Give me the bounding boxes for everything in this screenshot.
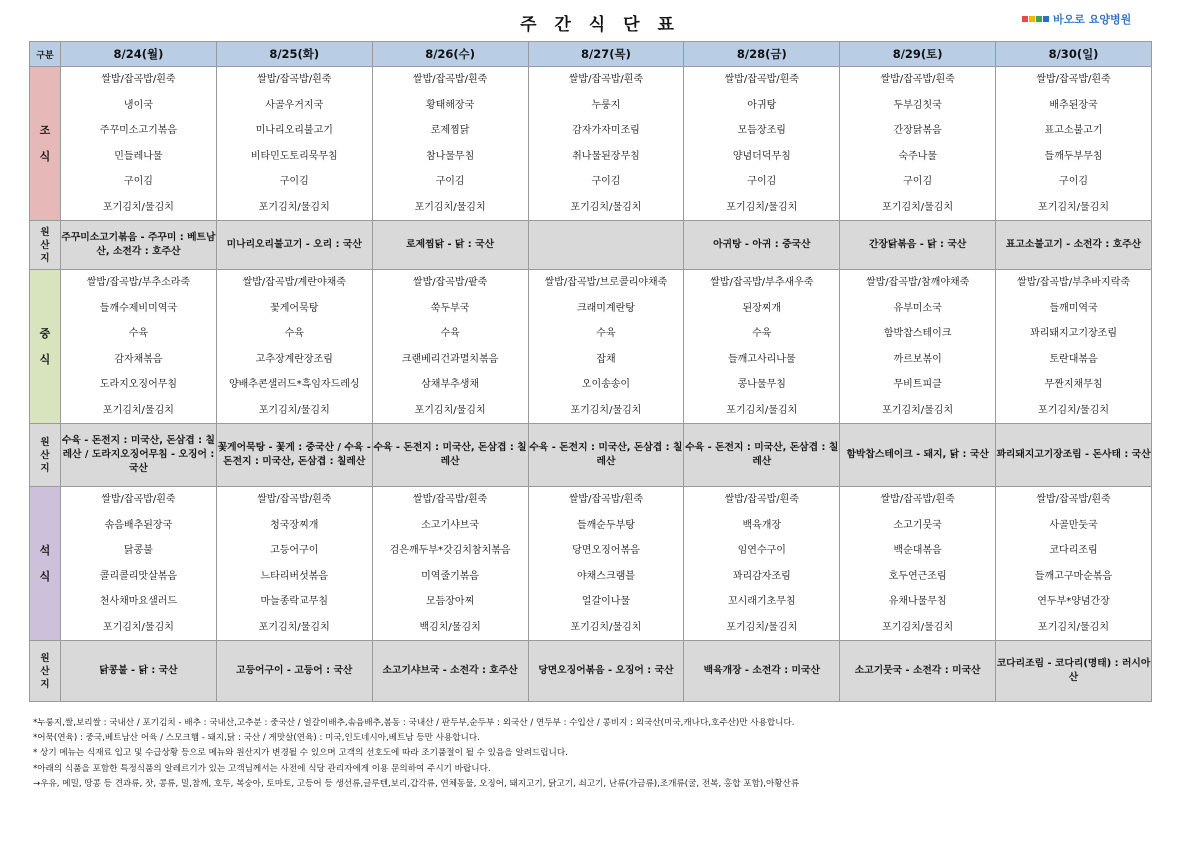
- menu-item: 황태해장국: [425, 99, 475, 111]
- origin-cell: 당면오징어볶음 - 오징어 : 국산: [528, 641, 684, 702]
- origin-cell: 닭콩불 - 닭 : 국산: [61, 641, 217, 702]
- menu-item: 쌀밥/잡곡밥/흰죽: [880, 494, 955, 505]
- hospital-logo: [1022, 11, 1131, 27]
- dinner-day-cell: [684, 487, 840, 641]
- menu-item: 함박찹스테이크: [883, 328, 952, 339]
- menu-item: 백김치/물김치: [419, 621, 481, 633]
- menu-item: 무비트피클: [893, 379, 942, 390]
- origin-cell: 로제찜닭 - 닭 : 국산: [372, 221, 528, 270]
- menu-item: 포기김치/물김치: [726, 621, 798, 633]
- day-header: 8/26(수): [372, 42, 528, 67]
- menu-item: 포기김치/물김치: [726, 404, 798, 416]
- note-line: * 상기 메뉴는 식재료 입고 및 수급상황 등으로 메뉴와 원산지가 변경될 수 있으며 고객의 선호도에 따라 조기품절이 될 수 있음을 알려드립니다.: [33, 748, 568, 759]
- menu-item: 들깨미역국: [1049, 302, 1098, 314]
- menu-item: 백육개장: [742, 519, 782, 531]
- menu-item: 감자가자미조림: [572, 125, 640, 136]
- menu-item: 꽃게어묵탕: [270, 302, 319, 314]
- lunch-origin-row: [30, 424, 1152, 487]
- menu-item: 느타리버섯볶음: [260, 570, 329, 582]
- day-header: 8/24(월): [61, 42, 217, 67]
- breakfast-label-char: 조: [39, 123, 51, 137]
- menu-item: 포기김치/물김치: [882, 404, 954, 416]
- menu-item: 수육: [440, 328, 460, 339]
- menu-item: 구이김: [747, 176, 777, 187]
- menu-item: 솎음배추된장국: [104, 519, 173, 531]
- origin-label: [30, 221, 61, 270]
- menu-item: 배추된장국: [1049, 99, 1098, 111]
- day-header: 8/27(목): [528, 42, 684, 67]
- breakfast-day-cell: [528, 67, 684, 221]
- menu-item: 양념더덕무침: [732, 150, 791, 162]
- weekly-menu-table: [29, 41, 1152, 702]
- menu-item: 유부미소국: [893, 302, 942, 314]
- menu-item: 콩나물무침: [737, 379, 786, 390]
- menu-item: 쌀밥/잡곡밥/흰죽: [724, 74, 799, 85]
- menu-item: 감자채볶음: [114, 353, 163, 365]
- logo-mark-icon: [1022, 16, 1049, 22]
- origin-label-char: 지: [40, 252, 50, 264]
- lunch-day-cell: [216, 270, 372, 424]
- breakfast-day-cell: [996, 67, 1152, 221]
- menu-item: 사골만둣국: [1049, 519, 1098, 531]
- menu-item: 쌀밥/잡곡밥/부추바지락죽: [1017, 277, 1131, 288]
- menu-item: 크래미계란탕: [576, 302, 635, 314]
- menu-item: 양배추콘샐러드*흑임자드레싱: [228, 379, 360, 390]
- menu-item: 호두연근조림: [888, 570, 947, 582]
- menu-item: 연두부*양념간장: [1037, 596, 1110, 607]
- day-header: 8/29(토): [840, 42, 996, 67]
- dinner-origin-row: [30, 641, 1152, 702]
- day-header: 8/30(일): [996, 42, 1152, 67]
- menu-item: 닭콩불: [123, 545, 153, 556]
- menu-item: 유채나물무침: [888, 596, 947, 607]
- menu-item: 수육: [128, 328, 149, 339]
- menu-item: 구이김: [1059, 176, 1089, 187]
- notes: [33, 716, 1173, 792]
- origin-label-char: 지: [40, 678, 50, 690]
- menu-item: 들깨두부무침: [1044, 150, 1103, 162]
- menu-item: 포기김치/물김치: [1038, 201, 1110, 213]
- menu-item: 로제찜닭: [430, 125, 470, 136]
- origin-cell: 꽃게어묵탕 - 꽃게 : 중국산 / 수육 - 돈전지 : 미국산, 돈삼겹 : 칠레산: [216, 424, 372, 487]
- origin-cell: 고등어구이 - 고등어 : 국산: [216, 641, 372, 702]
- day-header: 8/28(금): [684, 42, 840, 67]
- menu-item: 쌀밥/잡곡밥/흰죽: [1036, 494, 1111, 505]
- breakfast-origin-row: [30, 221, 1152, 270]
- menu-item: 들깨순두부탕: [576, 519, 635, 531]
- dinner-day-cell: [996, 487, 1152, 641]
- menu-item: 포기김치/물김치: [882, 201, 954, 213]
- breakfast-day-cell: [684, 67, 840, 221]
- menu-item: 쌀밥/잡곡밥/브로콜리야채죽: [544, 277, 668, 288]
- origin-label-char: 원: [40, 226, 50, 238]
- lunch-menu-row: [30, 270, 1152, 424]
- lunch-label-char: 중: [39, 326, 51, 340]
- origin-cell: 백육개장 - 소전각 : 미국산: [684, 641, 840, 702]
- lunch-day-cell: [61, 270, 217, 424]
- origin-cell: 수육 - 돈전지 : 미국산, 돈삼겹 : 칠레산: [372, 424, 528, 487]
- menu-item: 임연수구이: [737, 545, 786, 556]
- origin-label: [30, 641, 61, 702]
- lunch-label: [30, 270, 61, 424]
- origin-cell: 수육 - 돈전지 : 미국산, 돈삼겹 : 칠레산: [528, 424, 684, 487]
- menu-item: 마늘종락교무침: [260, 596, 329, 607]
- menu-item: 크랜베리건과멸치볶음: [401, 353, 499, 365]
- page-title: 주 간 식 단 표: [520, 15, 680, 35]
- menu-item: 포기김치/물김치: [1038, 404, 1110, 416]
- menu-item: 포기김치/물김치: [414, 201, 486, 213]
- menu-item: 오이송송이: [581, 379, 631, 390]
- menu-item: 쌀밥/잡곡밥/흰죽: [257, 74, 332, 85]
- menu-item: 무짠지채무침: [1044, 379, 1103, 390]
- lunch-label-char: 식: [39, 352, 51, 366]
- breakfast-menu-row: [30, 67, 1152, 221]
- menu-item: 비타민도토리묵무침: [250, 150, 338, 162]
- menu-item: 쑥두부국: [430, 302, 470, 314]
- menu-item: 쌀밥/잡곡밥/흰죽: [412, 494, 488, 505]
- origin-cell: 미나리오리불고기 - 오리 : 국산: [216, 221, 372, 270]
- menu-item: 쌀밥/잡곡밥/부추소라죽: [86, 277, 191, 288]
- menu-item: 포기김치/물김치: [570, 621, 642, 633]
- menu-item: 쌀밥/잡곡밥/흰죽: [568, 494, 644, 505]
- menu-item: 당면오징어볶음: [572, 545, 640, 556]
- menu-item: 쌀밥/잡곡밥/흰죽: [880, 74, 955, 85]
- menu-item: 참나물무침: [425, 150, 475, 162]
- menu-item: 백순대볶음: [893, 545, 942, 556]
- origin-cell: [528, 221, 684, 270]
- menu-item: 얼갈이나물: [581, 596, 631, 607]
- menu-item: 삼채부추생채: [421, 379, 480, 390]
- menu-item: 쌀밥/잡곡밥/흰죽: [724, 494, 799, 505]
- breakfast-day-cell: [61, 67, 217, 221]
- menu-item: 쌀밥/잡곡밥/흰죽: [257, 494, 332, 505]
- breakfast-day-cell: [840, 67, 996, 221]
- menu-item: 누룽지: [591, 99, 621, 111]
- menu-item: 수육: [284, 328, 304, 339]
- menu-item: 냉이국: [123, 99, 153, 111]
- origin-cell: 표고소불고기 - 소전각 : 호주산: [996, 221, 1152, 270]
- menu-item: 포기김치/물김치: [414, 404, 486, 416]
- menu-item: 모듬장조림: [737, 125, 786, 136]
- menu-item: 까르보볶이: [893, 353, 942, 365]
- lunch-day-cell: [528, 270, 684, 424]
- menu-item: 포기김치/물김치: [1038, 621, 1110, 633]
- menu-item: 콜리콜리맛살볶음: [99, 570, 178, 582]
- menu-item: 쌀밥/잡곡밥/흰죽: [1036, 74, 1111, 85]
- dinner-day-cell: [840, 487, 996, 641]
- menu-item: 포기김치/물김치: [882, 621, 954, 633]
- menu-item: 잡채: [596, 353, 616, 365]
- menu-item: 구이김: [279, 176, 309, 187]
- menu-item: 청국장찌개: [270, 519, 319, 531]
- menu-item: 쌀밥/잡곡밥/흰죽: [412, 74, 488, 85]
- menu-item: 주꾸미소고기볶음: [99, 125, 178, 136]
- logo-text: 바오로 요양병원: [1053, 13, 1132, 26]
- menu-item: 들깨고사리나물: [727, 353, 796, 365]
- menu-item: 쌀밥/잡곡밥/흰죽: [568, 74, 644, 85]
- menu-item: 쌀밥/잡곡밥/팥죽: [412, 277, 488, 288]
- menu-item: 구이김: [435, 176, 465, 187]
- dinner-label: [30, 487, 61, 641]
- menu-item: 포기김치/물김치: [258, 621, 330, 633]
- dinner-day-cell: [216, 487, 372, 641]
- menu-item: 된장찌개: [742, 302, 782, 314]
- origin-cell: 아귀탕 - 아귀 : 중국산: [684, 221, 840, 270]
- origin-label-char: 산: [40, 449, 50, 461]
- dinner-label-char: 석: [39, 543, 51, 557]
- header-gubun: 구분: [30, 42, 61, 67]
- day-header: 8/25(화): [216, 42, 372, 67]
- menu-item: 소고기뭇국: [893, 519, 942, 531]
- origin-label-char: 산: [40, 239, 50, 251]
- menu-item: 천사채마요샐러드: [99, 596, 178, 607]
- menu-item: 쌀밥/잡곡밥/흰죽: [101, 494, 176, 505]
- menu-item: 쌀밥/잡곡밥/부추새우죽: [710, 277, 814, 288]
- menu-item: 검은깨두부*갓김치참치볶음: [389, 545, 511, 556]
- origin-cell: 수육 - 돈전지 : 미국산, 돈삼겹 : 칠레산: [684, 424, 840, 487]
- origin-cell: 꽈리돼지고기장조림 - 돈사태 : 국산: [996, 424, 1152, 487]
- note-line: *어묵(연육) : 중국,베트남산 어육 / 스모크햄 - 돼지,닭 : 국산 / 게맛살(연육) : 미국,인도네시아,베트남 등만 사용합니다.: [33, 733, 480, 744]
- menu-item: 숙주나물: [898, 150, 937, 162]
- dinner-day-cell: [528, 487, 684, 641]
- menu-item: 구이김: [903, 176, 933, 187]
- menu-item: 포기김치/물김치: [258, 201, 330, 213]
- origin-cell: 소고기뭇국 - 소전각 : 미국산: [840, 641, 996, 702]
- lunch-day-cell: [996, 270, 1152, 424]
- menu-item: 취나물된장무침: [572, 150, 640, 162]
- menu-item: 포기김치/물김치: [102, 621, 174, 633]
- menu-item: 구이김: [591, 176, 621, 187]
- origin-label-char: 지: [40, 462, 50, 474]
- menu-item: 미역줄기볶음: [421, 570, 480, 582]
- menu-item: 미나리오리불고기: [255, 125, 333, 136]
- dinner-menu-row: [30, 487, 1152, 641]
- dinner-day-cell: [61, 487, 217, 641]
- menu-item: 꼬시래기초무침: [727, 596, 796, 607]
- menu-item: 수육: [596, 328, 616, 339]
- menu-item: 야채스크램블: [576, 570, 635, 582]
- menu-item: 도라지오징어무침: [99, 379, 178, 390]
- menu-item: 민들레나물: [114, 150, 163, 162]
- origin-cell: 주꾸미소고기볶음 - 주꾸미 : 베트남산, 소전각 : 호주산: [61, 221, 217, 270]
- menu-item: 구이김: [123, 176, 153, 187]
- lunch-day-cell: [840, 270, 996, 424]
- origin-label-char: 원: [40, 652, 50, 664]
- menu-item: 수육: [752, 328, 772, 339]
- menu-item: 모듬장아찌: [425, 596, 475, 607]
- dinner-label-char: 식: [39, 569, 51, 583]
- origin-cell: 코다리조림 - 코다리(명태) : 러시아산: [996, 641, 1152, 702]
- origin-cell: 수육 - 돈전지 : 미국산, 돈삼겹 : 칠레산 / 도라지오징어무침 - 오징어 : 국산: [61, 424, 217, 487]
- note-line: *누룽지,쌀,보리쌀 : 국내산 / 포기김치 - 배추 : 국내산,고추분 : 중국산 / 얼갈이배추,솎음배추,봄동 : 국내산 / 판두부,순두부 : 외국산 / 연두부 : 수입산 / 콩비지 : 외국산(미국,캐나다,호주산)만 사용합니다.: [33, 718, 795, 728]
- menu-item: 고등어구이: [270, 545, 319, 556]
- breakfast-label: [30, 67, 61, 221]
- lunch-day-cell: [684, 270, 840, 424]
- menu-item: 포기김치/물김치: [102, 201, 174, 213]
- menu-item: 고추장계란장조림: [255, 353, 333, 365]
- menu-item: 토란대볶음: [1049, 353, 1098, 365]
- note-line: *아래의 식품을 포함한 특정식품의 알레르기가 있는 고객님께서는 사전에 식당 관리자에게 이용 문의하여 주시기 바랍니다.: [33, 763, 491, 774]
- menu-item: 포기김치/물김치: [570, 404, 642, 416]
- breakfast-label-char: 식: [39, 149, 51, 163]
- menu-item: 꽈리감자조림: [732, 570, 791, 582]
- dinner-day-cell: [372, 487, 528, 641]
- menu-item: 꽈리돼지고기장조림: [1030, 328, 1117, 339]
- note-line: →우유, 메밀, 땅콩 등 견과류, 잣, 콩류, 밀,참깨, 호두, 복숭아, 토마토, 고등어 등 생선류,글루텐,보리,갑각류, 연체동물, 오징어, 돼지고기, 닭고기, 쇠고기, 난류(가금류),조개류(굴, 전복, 홍합 포함),아황산류: [33, 778, 800, 789]
- menu-item: 표고소불고기: [1044, 125, 1103, 136]
- breakfast-day-cell: [216, 67, 372, 221]
- lunch-day-cell: [372, 270, 528, 424]
- menu-item: 포기김치/물김치: [258, 404, 330, 416]
- origin-label-char: 원: [40, 436, 50, 448]
- menu-item: 코다리조림: [1049, 545, 1098, 556]
- origin-label: [30, 424, 61, 487]
- menu-item: 쌀밥/잡곡밥/계란야채죽: [242, 277, 346, 288]
- menu-item: 포기김치/물김치: [102, 404, 174, 416]
- origin-cell: 소고기샤브국 - 소전각 : 호주산: [372, 641, 528, 702]
- origin-label-char: 산: [40, 665, 50, 677]
- menu-item: 쌀밥/잡곡밥/참깨야채죽: [865, 277, 970, 288]
- menu-item: 포기김치/물김치: [570, 201, 642, 213]
- menu-item: 들깨고구마순볶음: [1034, 570, 1113, 582]
- menu-item: 간장닭볶음: [893, 125, 942, 136]
- header-row: [30, 42, 1152, 67]
- menu-item: 사골우거지국: [265, 99, 324, 111]
- menu-item: 들깨수제비미역국: [99, 302, 178, 314]
- menu-item: 포기김치/물김치: [726, 201, 798, 213]
- menu-item: 아귀탕: [747, 99, 777, 111]
- menu-item: 쌀밥/잡곡밥/흰죽: [101, 74, 176, 85]
- menu-item: 두부김칫국: [893, 99, 942, 111]
- breakfast-day-cell: [372, 67, 528, 221]
- origin-cell: 간장닭볶음 - 닭 : 국산: [840, 221, 996, 270]
- menu-item: 소고기샤브국: [421, 519, 480, 531]
- origin-cell: 함박찹스테이크 - 돼지, 닭 : 국산: [840, 424, 996, 487]
